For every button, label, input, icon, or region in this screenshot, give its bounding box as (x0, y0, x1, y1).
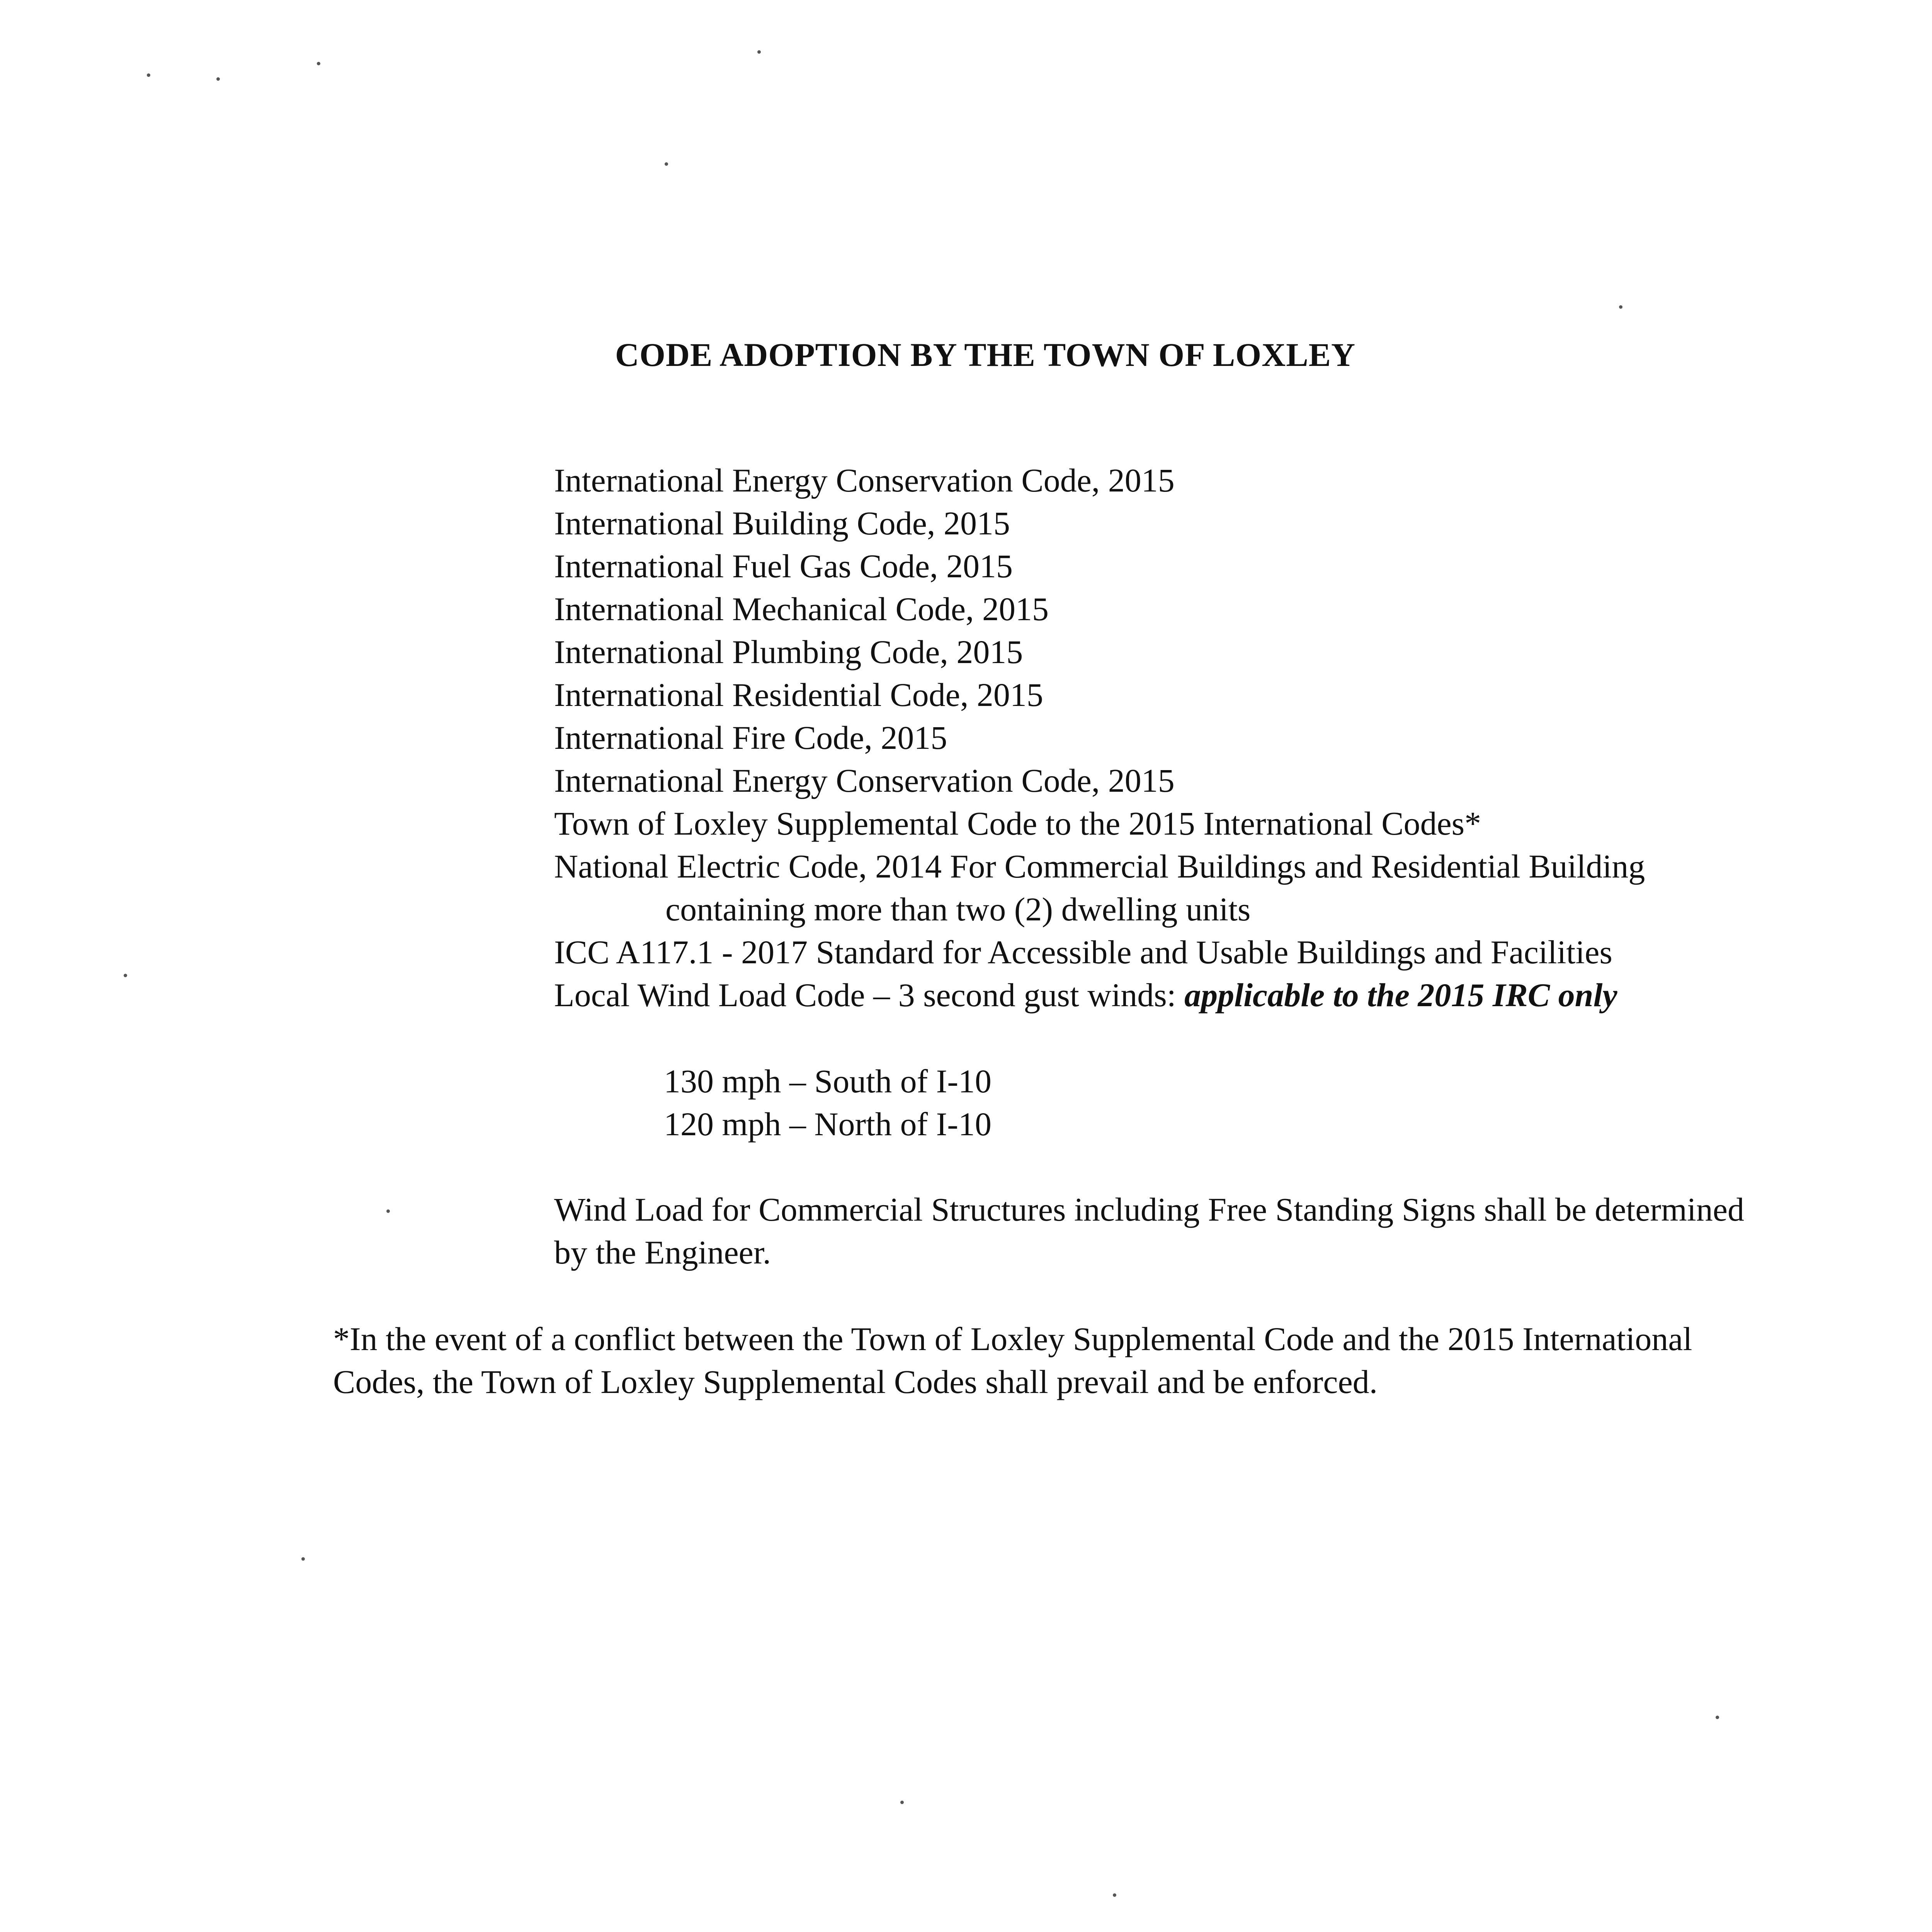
commercial-wind-paragraph: Wind Load for Commercial Structures including Free Standing Signs shall be determined by the Engineer. (554, 1191, 1744, 1271)
electric-code-line2: containing more than two (2) dwelling units (665, 891, 1251, 928)
scan-speck (1113, 1893, 1116, 1897)
scan-speck (900, 1801, 904, 1804)
scan-speck (124, 974, 127, 977)
code-item: International Fuel Gas Code, 2015 (554, 548, 1013, 585)
code-item: International Building Code, 2015 (554, 505, 1010, 542)
scan-speck (301, 1557, 305, 1561)
wind-load-code-text: Local Wind Load Code – 3 second gust winds: (554, 976, 1185, 1014)
scan-speck (1716, 1716, 1719, 1719)
code-item: International Energy Conservation Code, 2015 (554, 462, 1175, 499)
wind-speed-item: 120 mph – North of I-10 (664, 1105, 992, 1143)
scan-speck (757, 50, 761, 54)
electric-code-line1: National Electric Code, 2014 For Commercial Buildings and Residential Building (554, 848, 1645, 885)
wind-speed-item: 130 mph – South of I-10 (664, 1063, 992, 1100)
adopted-codes-list (554, 459, 1791, 1017)
footnote-paragraph: *In the event of a conflict between the Town of Loxley Supplemental Code and the 2015 International Codes, the Town of Loxley Supplemental Codes shall prevail and be enforced. (333, 1320, 1692, 1400)
icc-standard: ICC A117.1 - 2017 Standard for Accessible and Usable Buildings and Facilities (554, 934, 1612, 971)
code-item: International Mechanical Code, 2015 (554, 590, 1049, 628)
scan-speck (665, 162, 668, 166)
code-item: International Residential Code, 2015 (554, 676, 1043, 713)
scan-speck (216, 77, 220, 81)
scan-speck (1619, 305, 1622, 309)
scan-speck (386, 1209, 390, 1213)
code-item: International Plumbing Code, 2015 (554, 633, 1023, 670)
scan-speck (147, 73, 150, 77)
wind-load-code (554, 974, 1791, 1017)
code-item: Town of Loxley Supplemental Code to the 2015 International Codes* (554, 805, 1481, 842)
document-title: CODE ADOPTION BY THE TOWN OF LOXLEY (615, 336, 1356, 373)
code-item: International Fire Code, 2015 (554, 719, 947, 756)
code-item: International Energy Conservation Code, 2015 (554, 762, 1175, 799)
scan-speck (317, 62, 320, 65)
wind-speed-list (664, 1060, 992, 1146)
wind-load-code-emphasis: applicable to the 2015 IRC only (1184, 976, 1617, 1014)
